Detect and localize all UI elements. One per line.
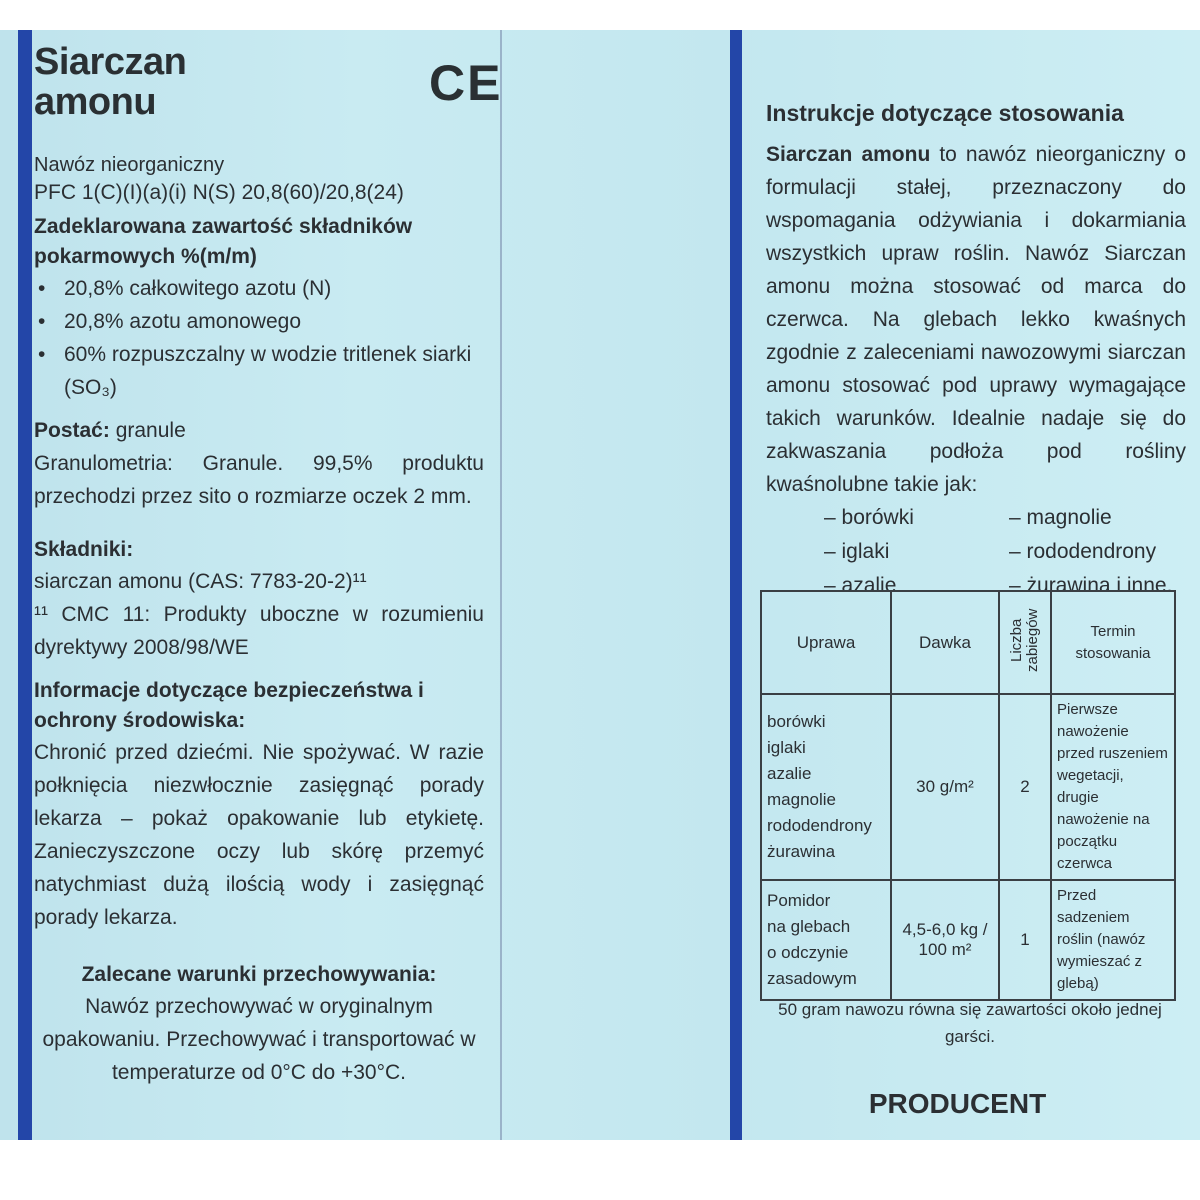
header-crop: Uprawa — [761, 591, 891, 694]
table-row — [761, 880, 1175, 1000]
list-item: – azalie — [824, 574, 897, 597]
storage-text: Nawóz przechowywać w oryginalnym opakowaniu. Przechowywać i transportować w temperaturze od 0°C do +30°C. — [42, 995, 476, 1084]
list-item: – magnolie — [1009, 506, 1112, 529]
pfc-code: PFC 1(C)(I)(a)(i) N(S) 20,8(60)/20,8(24) — [34, 181, 404, 204]
producer-heading: PRODUCENT — [868, 1088, 1047, 1119]
list-item: • 20,8% azotu amonowego — [34, 305, 484, 338]
header-dose: Dawka — [891, 591, 999, 694]
list-item: – rododendrony — [1009, 540, 1157, 563]
cmc-note: ¹¹ CMC 11: Produkty uboczne w rozumieniu dyrektywy 2008/98/WE — [34, 603, 484, 659]
list-item: – iglaki — [824, 540, 890, 563]
count-cell: 1 — [999, 880, 1051, 1000]
list-item: • 20,8% całkowitego azotu (N) — [34, 272, 484, 305]
instructions-title: Instrukcje dotyczące stosowania — [766, 100, 1124, 126]
dose-cell: 30 g/m² — [891, 694, 999, 880]
label-background — [0, 30, 1200, 1140]
header-term: Termin stosowania — [1051, 591, 1175, 694]
dosage-table — [760, 590, 1176, 1001]
term-cell: Przed sadzeniem roślin (nawóz wymieszać z glebą) — [1051, 880, 1175, 1000]
table-header-row — [761, 591, 1175, 694]
storage-heading: Zalecane warunki przechowywania: — [81, 963, 437, 986]
nutrient-list — [34, 272, 484, 404]
left-panel — [34, 41, 503, 1089]
product-title: Siarczan amonu — [34, 41, 187, 123]
right-blue-stripe — [730, 30, 742, 1140]
ingredients-heading: Składniki: — [34, 538, 134, 561]
instructions-text: Siarczan amonu to nawóz nieorganiczny o formulacji stałej, przeznaczony do wspomagania odżywiania i dokarmiania wszystkich upraw roślin. Nawóz Siarczan amonu można stosować od marca do czerwca. Na glebach lekko kwaśnych zgodnie z zaleceniami nawozowymi siarczan amonu stosować pod uprawy wymagające takich warunków. Idealnie nadaje się do zakwaszania podłoża pod rośliny kwaśnolubne takie jak: — [766, 143, 1186, 496]
term-cell: Pierwsze nawożenie przed ruszeniem wegetacji, drugie nawożenie na początku czerwca — [1051, 694, 1175, 880]
list-item: – borówki — [824, 506, 914, 529]
ingredients-text: siarczan amonu (CAS: 7783-20-2)¹¹ — [34, 570, 367, 593]
right-panel — [766, 98, 1186, 603]
list-item: – żurawina i inne. — [1009, 574, 1173, 597]
declared-heading: Zadeklarowana zawartość składników pokarmowych %(m/m) — [34, 215, 413, 268]
header-count: Liczba zabiegów — [999, 591, 1051, 694]
handful-note: 50 gram nawozu równa się zawartości około jednej garści. — [778, 1000, 1162, 1046]
safety-heading: Informacje dotyczące bezpieczeństwa i ochrony środowiska: — [34, 679, 424, 732]
ce-mark-icon: CE — [429, 55, 503, 111]
safety-text: Chronić przed dziećmi. Nie spożywać. W razie połknięcia niezwłocznie zasięgnąć porady lekarza – pokaż opakowanie lub etykietę. Zanieczyszczone oczy lub skórę przemyć natychmiast dużą ilością wody i zasięgnąć porady lekarza. — [34, 741, 484, 929]
crop-cell: borówki iglaki azalie magnolie rododendrony żurawina — [761, 694, 891, 880]
granulometry-text: Granulometria: Granule. 99,5% produktu przechodzi przez sito o rozmiarze oczek 2 mm. — [34, 452, 484, 508]
table-row — [761, 694, 1175, 880]
panel-divider — [500, 30, 502, 1140]
dose-cell: 4,5-6,0 kg / 100 m² — [891, 880, 999, 1000]
fertilizer-type: Nawóz nieorganiczny — [34, 154, 225, 176]
crop-cell: Pomidor na glebach o odczynie zasadowym — [761, 880, 891, 1000]
form-line: Postać: granule — [34, 419, 186, 442]
plant-list — [824, 501, 1186, 603]
left-blue-stripe — [18, 30, 32, 1140]
count-cell: 2 — [999, 694, 1051, 880]
list-item: • 60% rozpuszczalny w wodzie tritlenek siarki (SO₃) — [34, 338, 484, 404]
